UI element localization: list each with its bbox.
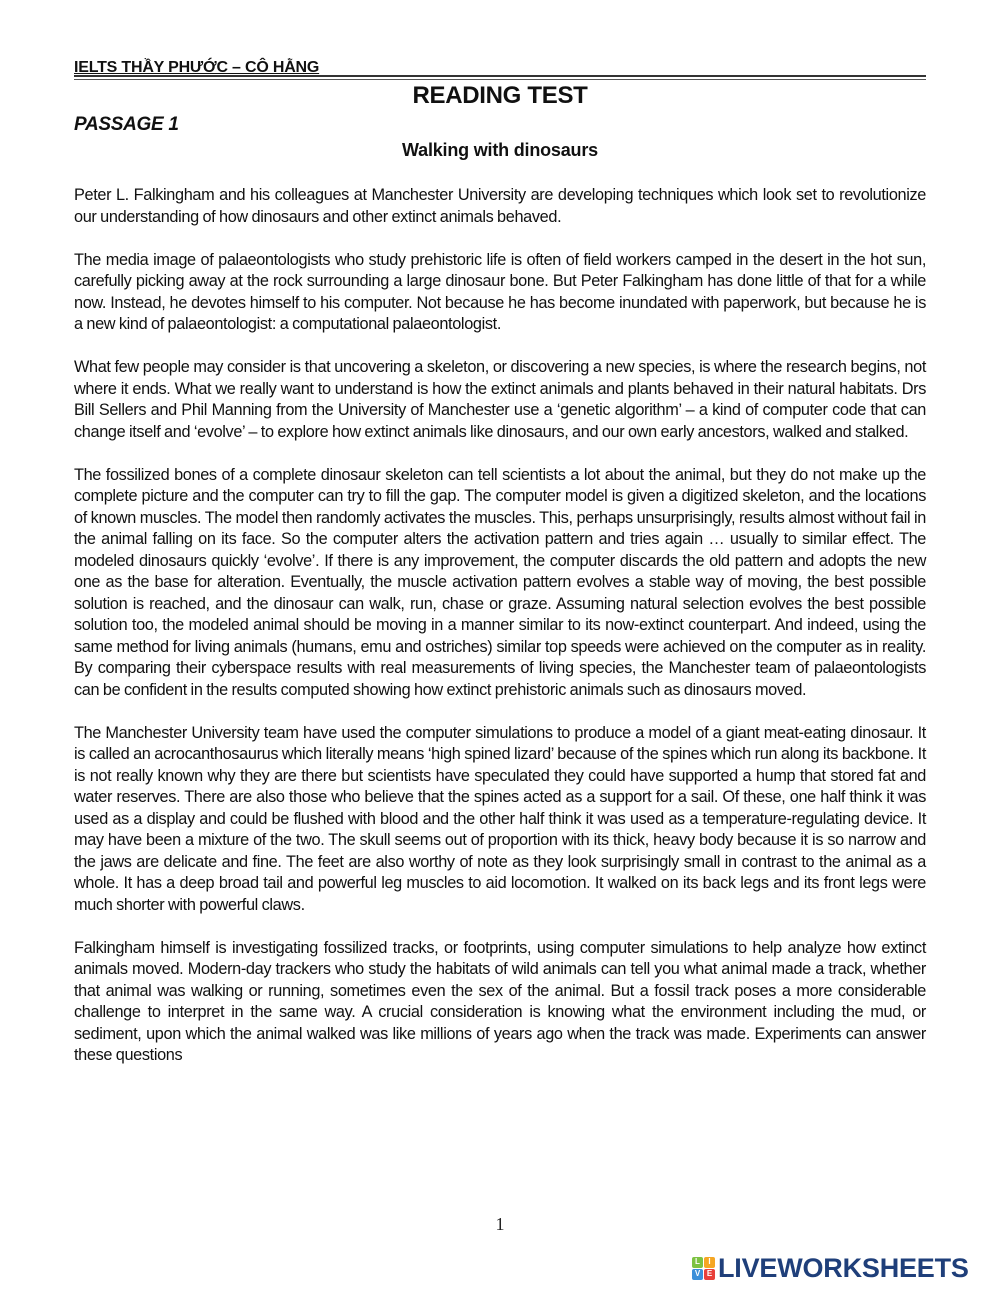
paragraph-1: Peter L. Falkingham and his colleagues at Manchester University are developing techniques which look set to revolutionize our understanding of how dinosaurs and other extinct animals behaved. xyxy=(74,186,926,226)
header-rule-bottom xyxy=(74,79,926,80)
passage-body xyxy=(74,185,926,1088)
live-grid-icon xyxy=(692,1257,715,1280)
paragraph-6: Falkingham himself is investigating fossilized tracks, or footprints, using computer simulations to help analyze how extinct animals moved. Modern-day trackers who study the habitats of wild animals can tell you what animal made a track, whether that animal was walking or running, sometimes even the sex of the animal. But a fossil track poses a more considerable challenge to interpret in the same way. A crucial consideration is knowing what the environment including the mud, or sediment, upon which the animal walked was like millions of years ago when the track was made. Experiments can answer these questions xyxy=(74,938,926,1064)
passage-label: PASSAGE 1 xyxy=(74,114,179,135)
paragraph-4: The fossilized bones of a complete dinosaur skeleton can tell scientists a lot about the animal, but they do not make up the complete picture and the computer can try to fill the gap. The computer model is given a digitized skeleton, and the locations of known muscles. The model then randomly activates the muscles. This, perhaps unsurprisingly, results almost without fail in the animal falling on its face. So the computer alters the activation pattern and tries again … usually to similar effect. The modeled dinosaurs quickly ‘evolve’. If there is any improvement, the computer discards the old pattern and adopts the new one as the base for alteration. Eventually, the muscle activation pattern evolves a stable way of moving, the best possible solution is reached, and the dinosaur can walk, run, chase or graze. Assuming natural selection evolves the best possible solution too, the modeled animal should be moving in a manner similar to its now-extinct counterpart. And indeed, using the same method for living animals (humans, emu and ostriches) similar top speeds were achieved on the computer as in reality. By comparing their cyberspace results with real measurements of living species, the Manchester team of palaeontologists can be confident in the results computed showing how extinct prehistoric animals such as dinosaurs moved. xyxy=(74,465,926,699)
page-number: 1 xyxy=(495,1214,505,1234)
logo-cell-e: E xyxy=(704,1269,715,1280)
paragraph-2: The media image of palaeontologists who study prehistoric life is often of field workers camped in the desert in the hot sun, carefully picking away at the rock surrounding a large dinosaur bone. But Peter Falkingham has done little of that for a while now. Instead, he devotes himself to his computer. Not because he has become inundated with paperwork, but because he is a new kind of palaeontologist: a computational palaeontologist. xyxy=(74,250,926,333)
page-title: READING TEST xyxy=(412,82,588,109)
paragraph-5: The Manchester University team have used the computer simulations to produce a model of a giant meat-eating dinosaur. It is called an acrocanthosaurus which literally means ‘high spined lizard’ because of the spines which run along its backbone. It is not really known why they are there but scientists have speculated they could have supported a hump that stored fat and water reserves. There are also those who believe that the spines acted as a support for a sail. Of these, one half think it was used as a display and could be flushed with blood and the other half think it was used as a temperature-regulating device. It may have been a mixture of the two. The skull seems out of proportion with its thick, heavy body because it is so narrow and the jaws are delicate and fine. The feet are also worthy of note as they look surprisingly small in contrast to the animal as a whole. It has a deep broad tail and powerful leg muscles to aid locomotion. It walked on its back legs and its front legs were much shorter with powerful claws. xyxy=(74,723,926,914)
logo-text: LIVEWORKSHEETS xyxy=(718,1253,969,1283)
logo-cell-l: L xyxy=(692,1257,703,1268)
passage-title: Walking with dinosaurs xyxy=(402,140,598,160)
paragraph-3: What few people may consider is that uncovering a skeleton, or discovering a new species, is where the research begins, not where it ends. What we really want to understand is how the extinct animals and plants behaved in their natural habitats. Drs Bill Sellers and Phil Manning from the University of Manchester use a ‘genetic algorithm’ – a kind of computer code that can change itself and ‘evolve’ – to explore how extinct animals like dinosaurs, and our own early ancestors, walked and stalked. xyxy=(74,358,926,441)
document-header xyxy=(74,58,926,80)
school-name: IELTS THẦY PHƯỚC – CÔ HẰNG xyxy=(74,59,320,76)
logo-cell-v: V xyxy=(692,1269,703,1280)
logo-cell-i: I xyxy=(704,1257,715,1268)
liveworksheets-logo[interactable] xyxy=(692,1255,969,1281)
